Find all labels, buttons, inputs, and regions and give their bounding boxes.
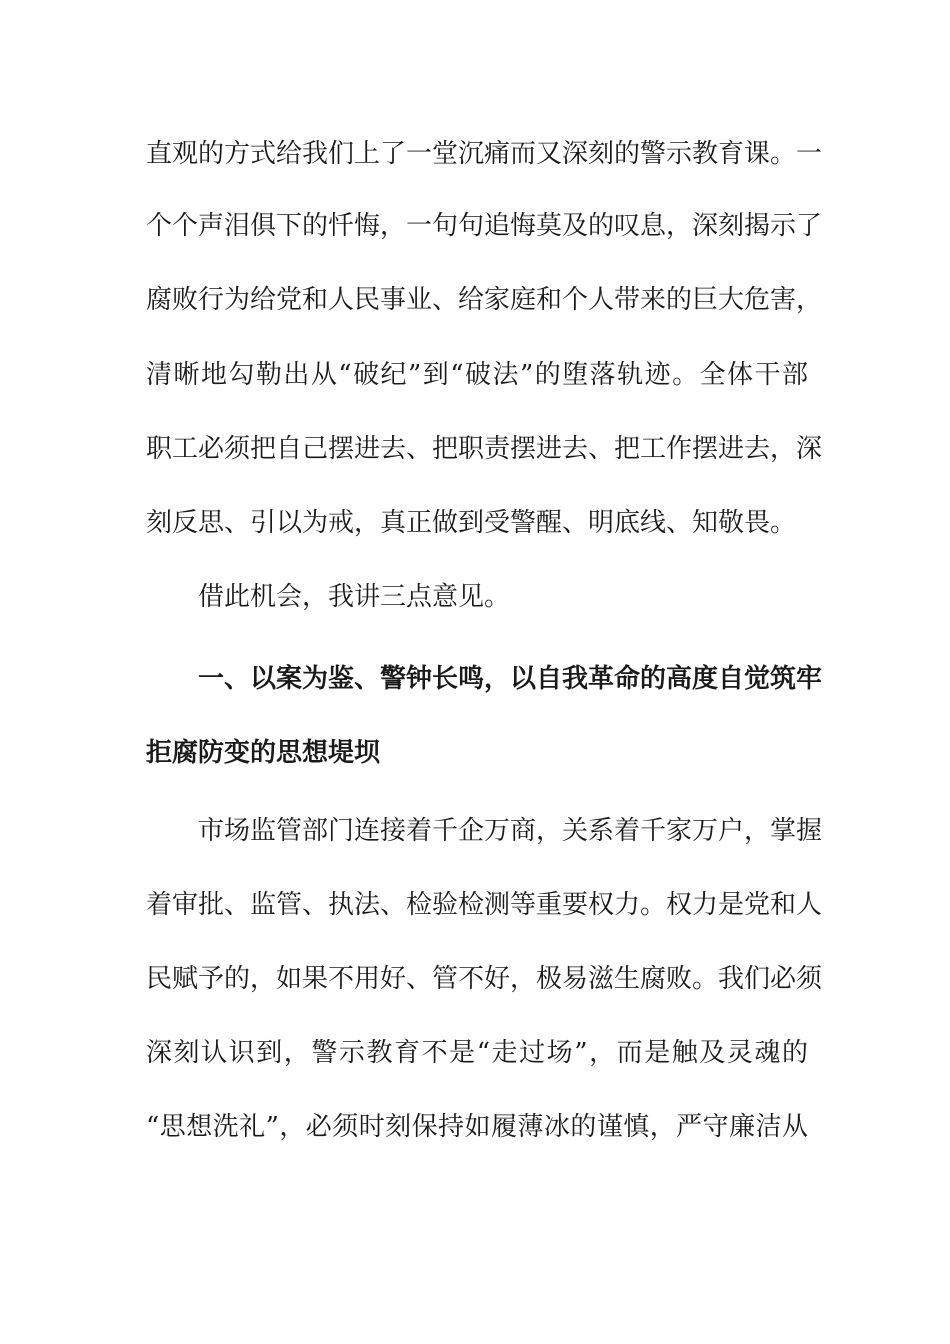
- body-text-line: 清晰地勾勒出从“破纪”到“破法”的堕落轨迹。全体干部: [146, 360, 808, 390]
- body-text-line: 腐败行为给党和人民事业、给家庭和个人带来的巨大危害，: [146, 285, 823, 315]
- body-text-line: “思想洗礼”，必须时刻保持如履薄冰的谨慎，严守廉洁从: [146, 1112, 808, 1142]
- body-text-line: 刻反思、引以为戒，真正做到受警醒、明底线、知敬畏。: [146, 508, 797, 538]
- body-text-line: 职工必须把自己摆进去、把职责摆进去、把工作摆进去，深: [146, 434, 823, 464]
- paragraph-line: 借此机会，我讲三点意见。: [198, 582, 511, 612]
- paragraph-line: 市场监管部门连接着千企万商，关系着千家万户，掌握: [198, 816, 823, 846]
- section-heading-line: 一、以案为鉴、警钟长鸣，以自我革命的高度自觉筑牢: [198, 664, 823, 694]
- body-text-line: 深刻认识到，警示教育不是“走过场”，而是触及灵魂的: [146, 1038, 808, 1068]
- body-text-line: 直观的方式给我们上了一堂沉痛而又深刻的警示教育课。一: [146, 139, 823, 169]
- section-heading-line: 拒腐防变的思想堤坝: [146, 738, 381, 768]
- body-text-line: 个个声泪俱下的忏悔，一句句追悔莫及的叹息，深刻揭示了: [146, 211, 823, 241]
- body-text-line: 民赋予的，如果不用好、管不好，极易滋生腐败。我们必须: [146, 964, 823, 994]
- body-text-line: 着审批、监管、执法、检验检测等重要权力。权力是党和人: [146, 890, 823, 920]
